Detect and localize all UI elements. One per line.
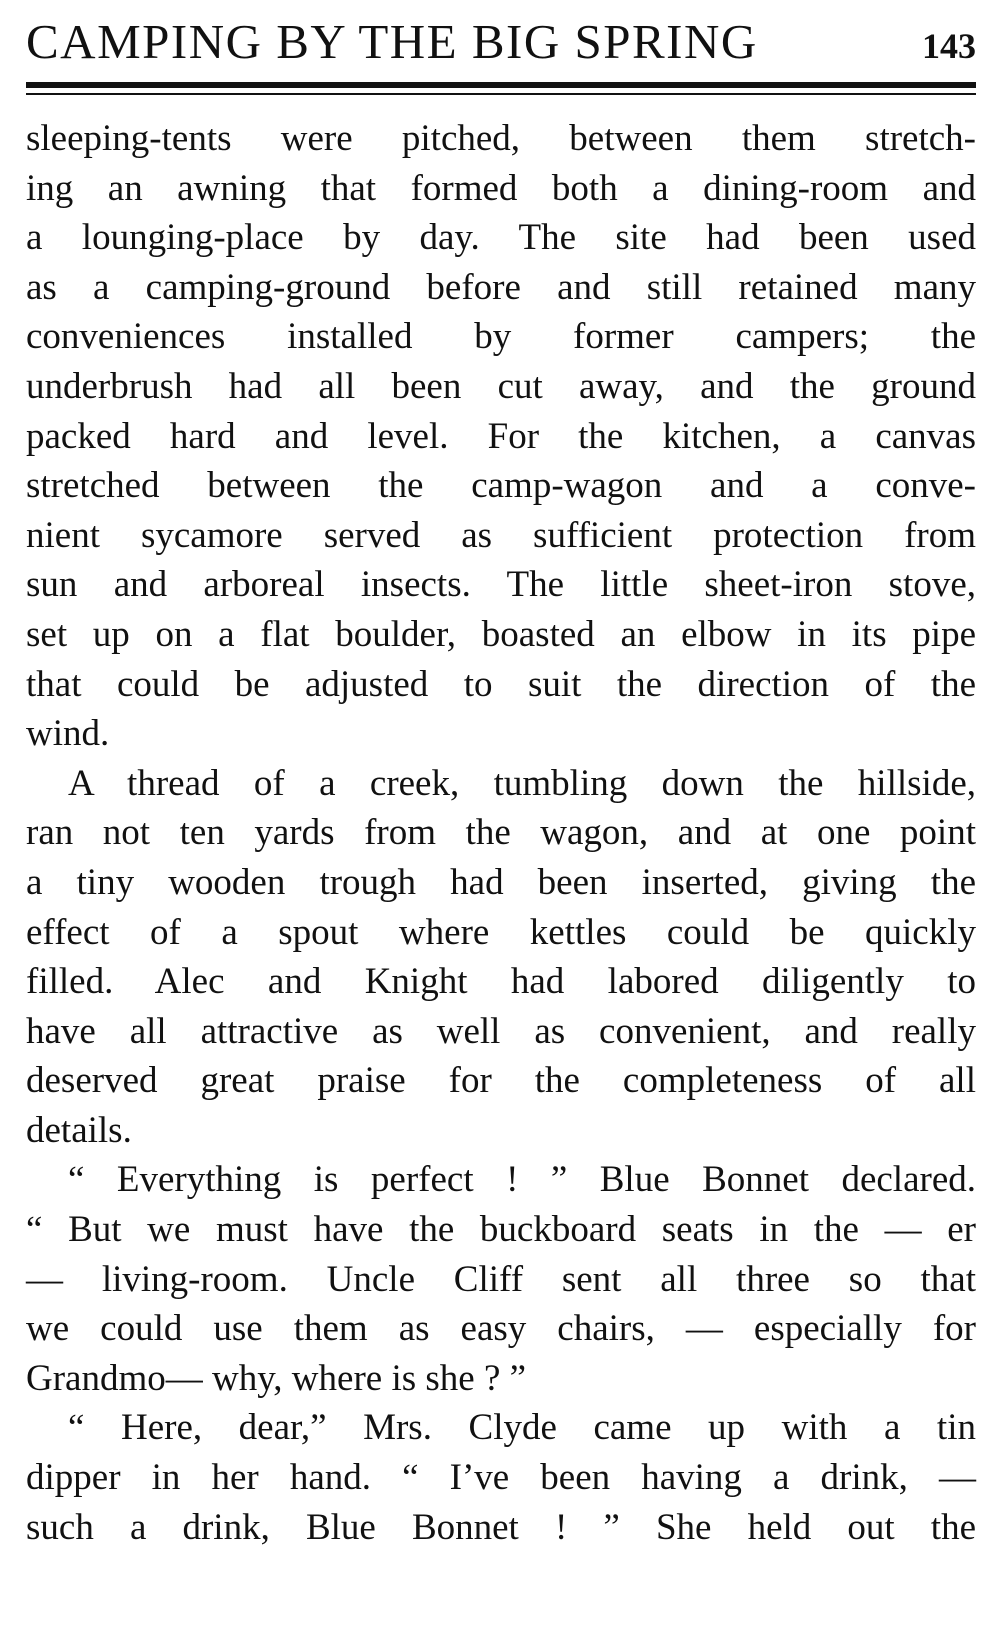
text-line: “ Here, dear,” Mrs. Clyde came up with a tin	[68, 1407, 976, 1449]
text-line: dipper in her hand. “ I’ve been having a drink, —	[26, 1457, 976, 1499]
text-line: underbrush had all been cut away, and the ground	[26, 365, 976, 407]
text-line: “ Everything is perfect ! ” Blue Bonnet declared.	[68, 1159, 976, 1201]
text-line: conveniences installed by former campers; the	[26, 316, 976, 358]
text-line: effect of a spout where kettles could be quickly	[26, 911, 976, 953]
book-page	[26, 0, 976, 1640]
text-line: such a drink, Blue Bonnet ! ” She held out the	[26, 1506, 976, 1548]
header-rule-thin	[26, 93, 976, 95]
running-title: CAMPING BY THE BIG SPRING	[26, 14, 758, 69]
header-rule-thick	[26, 82, 976, 88]
text-line: Grandmo— why, where is she ? ”	[26, 1357, 527, 1399]
running-head	[26, 10, 976, 74]
text-line: that could be adjusted to suit the direction of the	[26, 663, 976, 705]
text-line: “ But we must have the buckboard seats in the — er	[26, 1209, 976, 1251]
text-line: details.	[26, 1109, 132, 1151]
text-line: set up on a flat boulder, boasted an elbow in its pipe	[26, 613, 976, 655]
text-line: as a camping-ground before and still retained many	[26, 266, 976, 308]
text-line: nient sycamore served as sufficient protection from	[26, 514, 976, 556]
text-line: filled. Alec and Knight had labored diligently to	[26, 961, 976, 1003]
text-line: stretched between the camp-wagon and a conve-	[26, 465, 976, 507]
text-line: sleeping-tents were pitched, between them stretch-	[26, 118, 976, 159]
text-line: — living-room. Uncle Cliff sent all three so that	[26, 1258, 976, 1300]
text-line: sun and arboreal insects. The little sheet-iron stove,	[26, 564, 976, 606]
text-line: have all attractive as well as convenient, and really	[26, 1010, 976, 1052]
text-line: deserved great praise for the completeness of all	[26, 1060, 976, 1102]
text-line: a lounging-place by day. The site had been used	[26, 217, 976, 259]
text-line: a tiny wooden trough had been inserted, giving the	[26, 861, 976, 903]
text-line: A thread of a creek, tumbling down the hillside,	[68, 762, 976, 804]
body-text	[26, 114, 976, 1552]
text-line: packed hard and level. For the kitchen, a canvas	[26, 415, 976, 457]
text-line: ing an awning that formed both a dining-room and	[26, 167, 976, 209]
text-line: ran not ten yards from the wagon, and at one point	[26, 812, 976, 854]
page-number: 143	[922, 26, 976, 66]
text-line: wind.	[26, 713, 110, 755]
text-line: we could use them as easy chairs, — especially for	[26, 1308, 976, 1350]
